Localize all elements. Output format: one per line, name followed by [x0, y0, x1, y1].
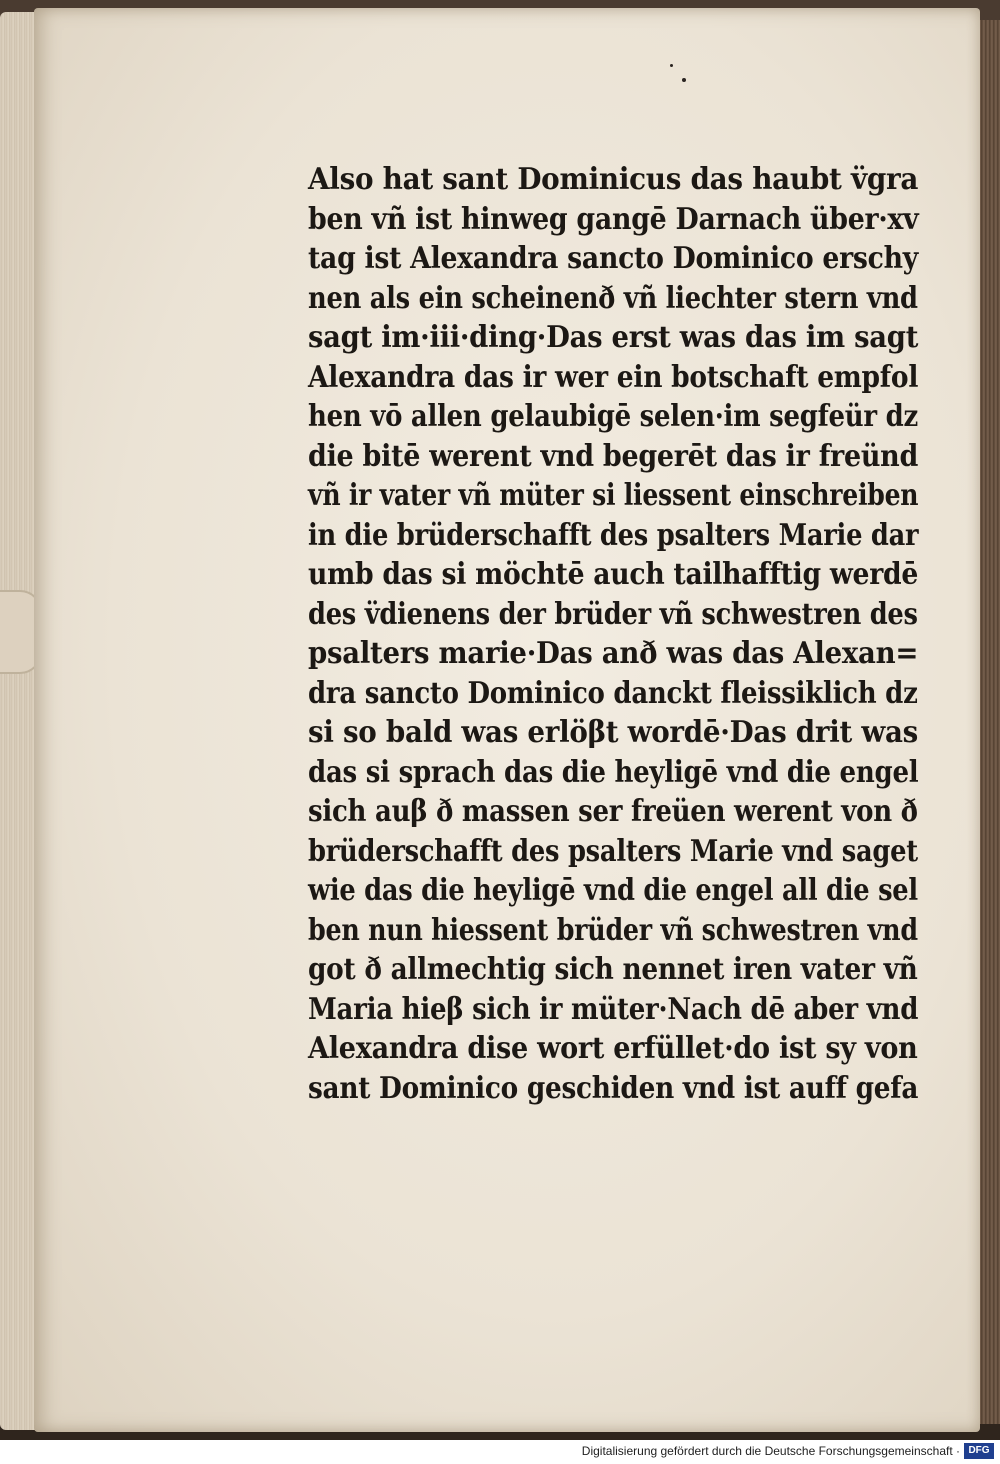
text-line: vñ ir vater vñ müter si liessent einschreiben	[308, 478, 919, 513]
text-line: Alexandra dise wort erfüllet·do ist sy von	[308, 1031, 918, 1066]
text-line: Also hat sant Dominicus das haubt v̈gra	[308, 162, 919, 197]
text-line: brüderschafft des psalters Marie vnd saget	[308, 833, 918, 869]
text-line: die bitē werent vnd begerēt das ir freünd	[308, 438, 919, 474]
text-line: nen als ein scheinenð vñ liechter stern vnd	[308, 280, 918, 316]
text-line: in die brüderschafft des psalters Marie dar	[308, 517, 919, 553]
text-line: psalters marie·Das anð was das Alexan=	[308, 636, 919, 671]
text-line: si so bald was erlöβt wordē·Das drit was	[308, 715, 918, 750]
dfg-logo: DFG	[964, 1443, 994, 1459]
text-line: Maria hieβ sich ir müter·Nach dē aber vnd	[308, 991, 919, 1027]
funding-notice: Digitalisierung gefördert durch die Deutsche Forschungsgemeinschaft ·	[581, 1444, 960, 1458]
text-line: sant Dominico geschiden vnd ist auff gefa	[308, 1070, 919, 1106]
right-page-edge	[978, 20, 1000, 1424]
text-line: hen vō allen gelaubigē selen·im segfeür dz	[308, 399, 918, 434]
text-line: umb das si möchtē auch tailhafftig werdē	[308, 557, 919, 592]
text-line: sagt im·iii·ding·Das erst was das im sagt	[308, 320, 919, 355]
text-line: Alexandra das ir wer ein botschaft empfol	[308, 359, 919, 395]
text-line: das si sprach das die heyligē vnd die engel	[308, 754, 919, 790]
text-line: tag ist Alexandra sancto Dominico erschy	[308, 241, 918, 276]
footer-bar	[0, 1440, 1000, 1464]
text-line: got ð allmechtig sich nennet iren vater vñ	[308, 952, 918, 987]
page-text	[308, 160, 918, 1108]
ink-speck	[670, 64, 673, 67]
text-line: des v̈dienens der brüder vñ schwestren des	[308, 596, 918, 632]
text-line: dra sancto Dominico danckt fleissiklich dz	[308, 675, 918, 711]
ink-speck	[682, 78, 686, 82]
text-line: ben vñ ist hinweg gangē Darnach über·xv	[308, 201, 919, 237]
text-line: sich auβ ð massen ser freüen werent von ð	[308, 794, 918, 829]
text-line: wie das die heyligē vnd die engel all die sel	[308, 873, 918, 908]
text-line: ben nun hiessent brüder vñ schwestren vnd	[308, 912, 918, 948]
